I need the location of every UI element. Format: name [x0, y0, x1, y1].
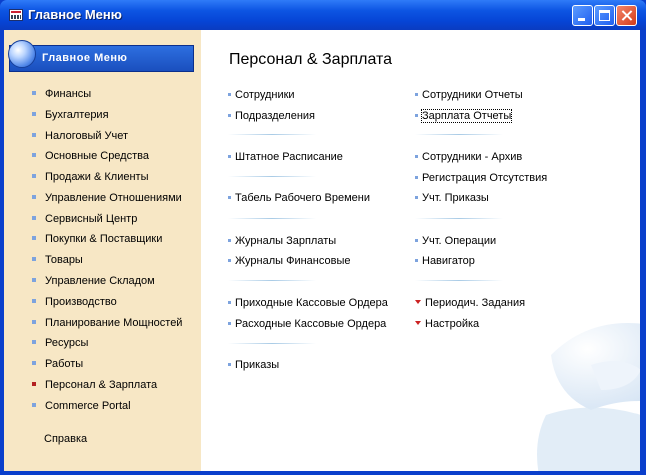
link-label: Настройка	[425, 318, 480, 330]
sidebar-header	[9, 45, 194, 72]
sidebar-item-label: Commerce Portal	[45, 400, 131, 412]
link-cash-disbursements[interactable]	[228, 318, 386, 330]
bullet-icon	[228, 301, 231, 304]
bullet-icon	[32, 320, 36, 324]
sidebar-item-label: Финансы	[45, 88, 92, 100]
window-title: Главное Меню	[28, 7, 122, 22]
separator	[228, 176, 316, 177]
page-title: Персонал & Зарплата	[229, 51, 393, 68]
sidebar-item-finance[interactable]	[32, 88, 91, 104]
bullet-icon	[32, 216, 36, 220]
link-label: Регистрация Отсутствия	[422, 172, 548, 184]
sidebar-item-tax[interactable]	[32, 130, 128, 146]
link-label: Сотрудники	[235, 89, 295, 101]
sidebar-item-label: Товары	[45, 254, 83, 266]
bullet-icon	[415, 155, 418, 158]
bullet-icon	[228, 114, 231, 117]
dropdown-arrow-icon	[415, 321, 421, 325]
sidebar-item-label: Управление Складом	[45, 275, 155, 287]
bullet-icon	[228, 93, 231, 96]
sidebar	[4, 30, 201, 471]
sidebar-item-label: Планирование Мощностей	[45, 317, 183, 329]
bullet-icon	[32, 112, 36, 116]
maximize-button[interactable]	[594, 5, 615, 26]
link-staff-schedule[interactable]	[228, 151, 343, 163]
link-absence-registration[interactable]	[415, 172, 547, 184]
main-panel	[201, 30, 640, 471]
sidebar-item-label: Продажи & Клиенты	[45, 171, 149, 183]
link-payroll-reports[interactable]	[415, 110, 511, 122]
client-area	[4, 30, 640, 471]
sidebar-help-link[interactable]: Справка	[44, 433, 88, 445]
bullet-icon	[32, 91, 36, 95]
bullet-icon	[32, 278, 36, 282]
logo-icon	[8, 40, 36, 68]
dropdown-arrow-icon	[415, 300, 421, 304]
link-label: Табель Рабочего Времени	[235, 192, 371, 204]
bullet-icon	[32, 195, 36, 199]
sidebar-item-goods[interactable]	[32, 254, 83, 270]
sidebar-item-warehouse[interactable]	[32, 275, 155, 291]
bullet-icon	[32, 133, 36, 137]
sidebar-item-hr-payroll[interactable]	[32, 379, 157, 395]
bullet-icon	[415, 196, 418, 199]
bullet-icon	[32, 174, 36, 178]
sidebar-item-label: Ресурсы	[45, 337, 89, 349]
link-label: Сотрудники - Архив	[422, 151, 523, 163]
link-label: Учт. Операции	[422, 235, 497, 247]
bullet-icon	[228, 322, 231, 325]
sidebar-item-label: Производство	[45, 296, 117, 308]
bullet-icon	[415, 239, 418, 242]
sidebar-item-label: Сервисный Центр	[45, 213, 138, 225]
link-timesheet[interactable]	[228, 192, 370, 204]
sidebar-item-label: Персонал & Зарплата	[45, 379, 158, 391]
sidebar-item-purchases[interactable]	[32, 233, 162, 249]
separator	[228, 218, 316, 219]
sidebar-item-commerce-portal[interactable]	[32, 400, 131, 416]
app-icon[interactable]	[9, 9, 23, 21]
sidebar-item-production[interactable]	[32, 296, 117, 312]
link-label: Журналы Зарплаты	[235, 235, 337, 247]
bullet-icon	[415, 176, 418, 179]
separator	[228, 134, 316, 135]
sidebar-item-label: Работы	[45, 358, 84, 370]
sidebar-item-label: Управление Отношениями	[45, 192, 182, 204]
link-label: Периодич. Задания	[425, 297, 526, 309]
separator	[415, 218, 503, 219]
separator	[415, 280, 503, 281]
separator	[228, 343, 316, 344]
bullet-icon	[415, 93, 418, 96]
bullet-icon	[228, 363, 231, 366]
title-bar[interactable]	[0, 0, 646, 30]
bullet-icon	[32, 236, 36, 240]
link-cash-receipts[interactable]	[228, 297, 388, 309]
sidebar-item-label: Бухгалтерия	[45, 109, 109, 121]
separator	[228, 280, 316, 281]
sidebar-item-sales[interactable]	[32, 171, 149, 187]
menu-periodic-tasks[interactable]	[415, 297, 525, 309]
sidebar-item-resources[interactable]	[32, 337, 88, 353]
link-label: Приходные Кассовые Ордера	[235, 297, 388, 309]
separator	[415, 134, 503, 135]
sidebar-item-accounting[interactable]	[32, 109, 109, 125]
close-button[interactable]	[616, 5, 637, 26]
bullet-icon	[32, 361, 36, 365]
bullet-icon	[32, 257, 36, 261]
active-bullet-icon	[32, 382, 36, 386]
link-label: Расходные Кассовые Ордера	[235, 318, 387, 330]
bullet-icon	[415, 114, 418, 117]
sidebar-item-service[interactable]	[32, 213, 137, 229]
bullet-icon	[32, 340, 36, 344]
bullet-icon	[228, 239, 231, 242]
link-navigator[interactable]	[415, 255, 475, 267]
link-label: Журналы Финансовые	[235, 255, 351, 267]
sidebar-item-label: Покупки & Поставщики	[45, 233, 163, 245]
link-posted-orders[interactable]	[415, 192, 489, 204]
link-label: Зарплата Отчеты	[422, 110, 512, 122]
link-label: Подразделения	[235, 110, 315, 122]
link-label: Учт. Приказы	[422, 192, 489, 204]
bullet-icon	[228, 155, 231, 158]
sidebar-item-label: Основные Средства	[45, 150, 149, 162]
sidebar-item-relations[interactable]	[32, 192, 182, 208]
bullet-icon	[32, 299, 36, 303]
sidebar-item-label: Налоговый Учет	[45, 130, 129, 142]
menu-setup[interactable]	[415, 318, 479, 330]
sidebar-item-capacity[interactable]	[32, 317, 182, 333]
bullet-icon	[415, 259, 418, 262]
bullet-icon	[228, 196, 231, 199]
link-label: Приказы	[235, 359, 280, 371]
decorative-background-graphic	[531, 315, 640, 471]
sidebar-header-label: Главное Меню	[42, 52, 128, 64]
link-posted-operations[interactable]	[415, 235, 496, 247]
link-payroll-journals[interactable]	[228, 235, 336, 247]
link-employee-reports[interactable]	[415, 89, 523, 101]
sidebar-item-jobs[interactable]	[32, 358, 83, 374]
link-employees[interactable]	[228, 89, 295, 101]
link-departments[interactable]	[228, 110, 315, 122]
link-label: Сотрудники Отчеты	[422, 89, 523, 101]
link-label: Штатное Расписание	[235, 151, 343, 163]
minimize-button[interactable]	[572, 5, 593, 26]
link-orders[interactable]	[228, 359, 279, 371]
link-employee-archive[interactable]	[415, 151, 522, 163]
link-label: Навигатор	[422, 255, 475, 267]
link-financial-journals[interactable]	[228, 255, 350, 267]
bullet-icon	[32, 153, 36, 157]
bullet-icon	[32, 403, 36, 407]
bullet-icon	[228, 259, 231, 262]
sidebar-item-fixed-assets[interactable]	[32, 150, 149, 166]
